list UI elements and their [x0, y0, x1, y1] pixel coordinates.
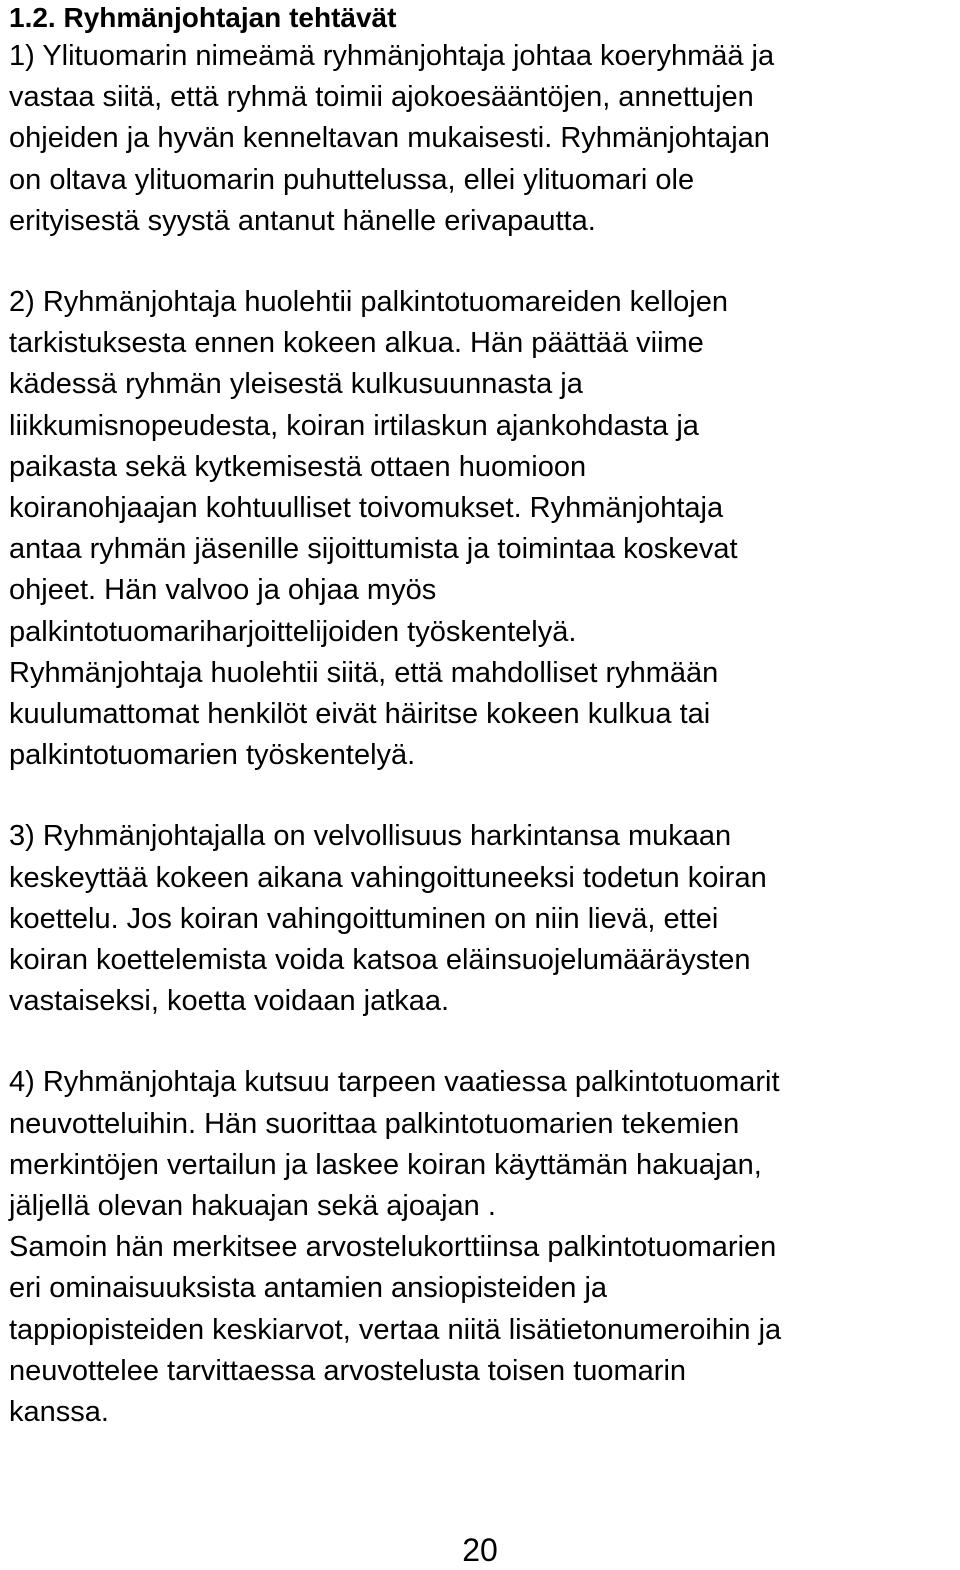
paragraph-line: koettelu. Jos koiran vahingoittuminen on niin lievä, ettei [9, 902, 719, 935]
paragraph-line: kuulumattomat henkilöt eivät häiritse kokeen kulkua tai [9, 698, 711, 731]
paragraph-gap [9, 1022, 959, 1062]
paragraph-1 [9, 36, 959, 242]
paragraph-line: kädessä ryhmän yleisestä kulkusuunnasta ja [9, 368, 583, 401]
paragraph-line: koiranohjaajan kohtuulliset toivomukset. Ryhmänjohtaja [9, 492, 724, 525]
paragraph-line: 3) Ryhmänjohtajalla on velvollisuus harkintansa mukaan [9, 820, 732, 853]
paragraph-3 [9, 816, 959, 1022]
paragraph-line: erityisestä syystä antanut hänelle erivapautta. [9, 204, 596, 237]
paragraph-line: 1) Ylituomarin nimeämä ryhmänjohtaja johtaa koeryhmää ja [9, 40, 775, 72]
paragraph-line: merkintöjen vertailun ja laskee koiran käyttämän hakuajan, [9, 1148, 762, 1181]
paragraph-line: palkintotuomariharjoittelijoiden työskentelyä. [9, 615, 577, 648]
paragraph-line: tarkistuksesta ennen kokeen alkua. Hän päättää viime [9, 327, 704, 360]
paragraph-line: vastaiseksi, koetta voidaan jatkaa. [9, 985, 450, 1018]
paragraph-line: 2) Ryhmänjohtaja huolehtii palkintotuomareiden kellojen [9, 286, 728, 319]
paragraph-line: antaa ryhmän jäsenille sijoittumista ja toimintaa koskevat [9, 533, 738, 566]
paragraph-line: on oltava ylituomarin puhuttelussa, ellei ylituomari ole [9, 163, 695, 196]
paragraph-line: kanssa. [9, 1396, 109, 1429]
paragraph-line: paikasta sekä kytkemisestä ottaen huomioon [9, 450, 587, 483]
paragraph-line: vastaa siitä, että ryhmä toimii ajokoesääntöjen, annettujen [9, 81, 754, 114]
paragraph-line: liikkumisnopeudesta, koiran irtilaskun ajankohdasta ja [9, 409, 699, 442]
paragraph-line: neuvotteluihin. Hän suorittaa palkintotuomarien tekemien [9, 1107, 740, 1140]
paragraph-line: Samoin hän merkitsee arvostelukorttiinsa palkintotuomarien [9, 1231, 777, 1264]
paragraph-line: 4) Ryhmänjohtaja kutsuu tarpeen vaatiessa palkintotuomarit [9, 1066, 780, 1099]
paragraph-line: neuvottelee tarvittaessa arvostelusta toisen tuomarin [9, 1354, 687, 1387]
paragraph-gap [9, 776, 959, 816]
paragraph-gap [9, 242, 959, 282]
paragraph-2 [9, 282, 959, 776]
paragraph-line: ohjeet. Hän valvoo ja ohjaa myös [9, 574, 437, 607]
paragraph-line: koiran koettelemista voida katsoa eläinsuojelumääräysten [9, 944, 751, 977]
paragraph-line: Ryhmänjohtaja huolehtii siitä, että mahdolliset ryhmään [9, 656, 719, 689]
paragraph-line: eri ominaisuuksista antamien ansiopisteiden ja [9, 1272, 608, 1305]
paragraph-line: ohjeiden ja hyvän kenneltavan mukaisesti. Ryhmänjohtajan [9, 122, 770, 155]
page-number: 20 [462, 1532, 498, 1568]
paragraph-line: keskeyttää kokeen aikana vahingoittuneeksi todetun koiran [9, 861, 767, 894]
paragraph-4 [9, 1062, 959, 1433]
paragraph-line: palkintotuomarien työskentelyä. [9, 739, 416, 772]
document-body [9, 0, 959, 1433]
paragraph-line: jäljellä olevan hakuajan sekä ajoajan . [9, 1190, 496, 1223]
section-heading: 1.2. Ryhmänjohtajan tehtävät [9, 2, 397, 33]
paragraph-line: tappiopisteiden keskiarvot, vertaa niitä lisätietonumeroihin ja [9, 1313, 782, 1346]
